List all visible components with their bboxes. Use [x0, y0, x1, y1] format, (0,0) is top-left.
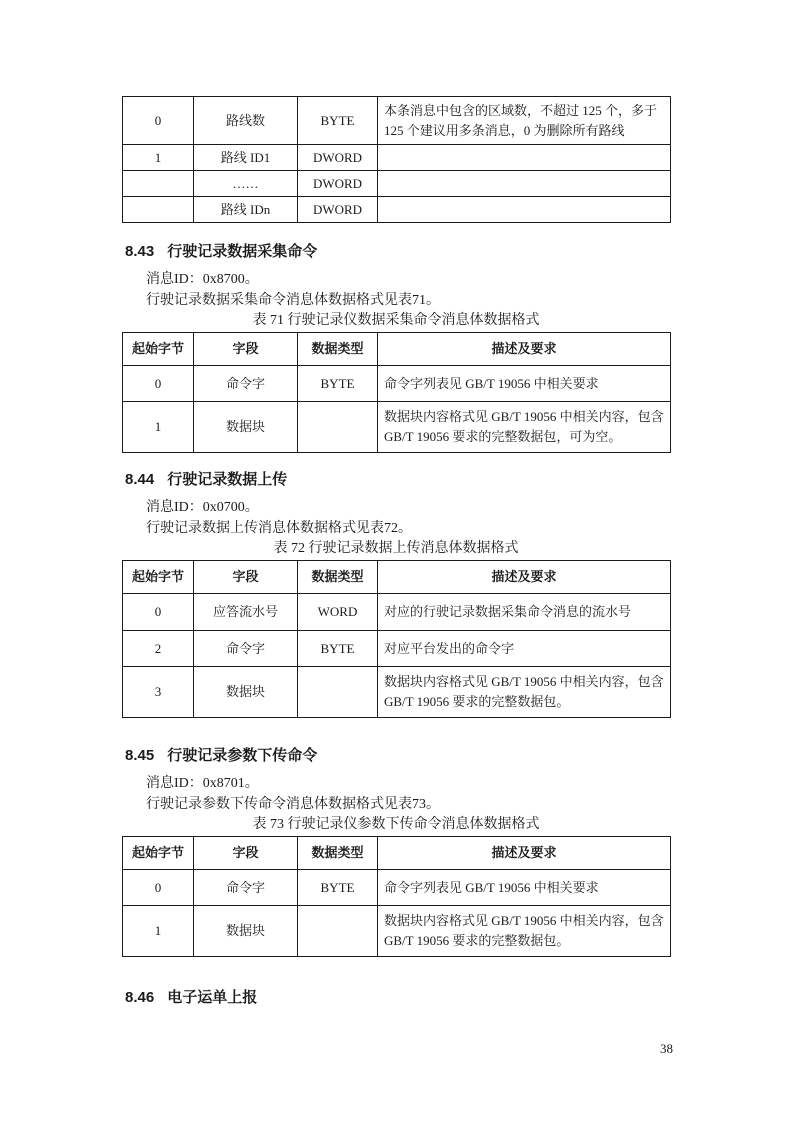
table-cell-start-byte: 0: [123, 366, 194, 402]
table-cell-start-byte: 3: [123, 667, 194, 718]
section-heading: [125, 244, 794, 260]
table-row: [123, 631, 671, 667]
message-id-line: 消息ID：0x8700。: [146, 272, 259, 287]
section-title: 电子运单上报: [167, 989, 258, 1006]
table-cell-description: [378, 171, 671, 197]
message-id-line: 消息ID：0x8701。: [146, 776, 259, 791]
header-cell-start-byte: 起始字节: [123, 561, 194, 594]
table-cell-field: 命令字: [194, 366, 298, 402]
header-cell-description: 描述及要求: [378, 561, 671, 594]
table-reference-line: 行驶记录数据采集命令消息体数据格式见表71。: [146, 293, 440, 308]
message-id-line: 消息ID：0x0700。: [146, 500, 259, 515]
page-number: 38: [660, 1041, 673, 1056]
table-reference-line: 行驶记录参数下传命令消息体数据格式见表73。: [146, 797, 440, 812]
section-8-46: [0, 990, 794, 1006]
table-reference-line: 行驶记录数据上传消息体数据格式见表72。: [146, 521, 412, 536]
table-row: [123, 366, 671, 402]
table-cell-data-type: DWORD: [298, 145, 378, 171]
table-cell-description: 命令字列表见 GB/T 19056 中相关要求: [378, 870, 671, 906]
header-cell-data-type: 数据类型: [298, 333, 378, 366]
table-cell-field: 命令字: [194, 631, 298, 667]
table-cell-field: 应答流水号: [194, 594, 298, 631]
table-cell-data-type: [298, 402, 378, 453]
header-cell-description: 描述及要求: [378, 333, 671, 366]
table-cell-description: [378, 197, 671, 223]
table-cell-description: 数据块内容格式见 GB/T 19056 中相关内容，包含 GB/T 19056 要求的完整数据包。: [378, 667, 671, 718]
table-row: [123, 906, 671, 957]
table-cell-field: 路线 ID1: [194, 145, 298, 171]
table-cell-data-type: BYTE: [298, 366, 378, 402]
header-cell-start-byte: 起始字节: [123, 333, 194, 366]
section-number: 8.45: [125, 747, 155, 764]
table-caption: 表 71 行驶记录仪数据采集命令消息体数据格式: [252, 313, 540, 328]
table-cell-description: 对应平台发出的命令字: [378, 631, 671, 667]
header-cell-field: 字段: [194, 837, 298, 870]
table-cell-description: 数据块内容格式见 GB/T 19056 中相关内容，包含 GB/T 19056 要求的完整数据包，可为空。: [378, 402, 671, 453]
table-row: [123, 171, 671, 197]
section-heading: [125, 472, 794, 488]
table-cell-data-type: BYTE: [298, 870, 378, 906]
section-title: 行驶记录数据采集命令: [167, 243, 318, 260]
table-row: [123, 667, 671, 718]
section-8-44: [0, 472, 794, 718]
table-cell-start-byte: 1: [123, 906, 194, 957]
table-cell-field: 数据块: [194, 402, 298, 453]
table-caption: 表 73 行驶记录仪参数下传命令消息体数据格式: [252, 817, 540, 832]
table-cell-field: 路线数: [194, 97, 298, 145]
table-72: [122, 560, 671, 718]
section-8-45: [0, 748, 794, 957]
section-number: 8.44: [125, 471, 155, 488]
table-header-row: [123, 561, 671, 594]
section-heading: [125, 990, 794, 1006]
table-row: [123, 97, 671, 145]
table-cell-data-type: BYTE: [298, 97, 378, 145]
table-cell-field: 数据块: [194, 906, 298, 957]
table-row: [123, 594, 671, 631]
header-cell-data-type: 数据类型: [298, 561, 378, 594]
section-title: 行驶记录参数下传命令: [167, 747, 318, 764]
table-cell-data-type: [298, 906, 378, 957]
table-cell-field: 数据块: [194, 667, 298, 718]
table-cell-start-byte: 0: [123, 97, 194, 145]
header-cell-field: 字段: [194, 333, 298, 366]
table-cell-data-type: WORD: [298, 594, 378, 631]
section-title: 行驶记录数据上传: [167, 471, 288, 488]
table-header-row: [123, 333, 671, 366]
table-row: [123, 402, 671, 453]
section-number: 8.46: [125, 989, 155, 1006]
table-header-row: [123, 837, 671, 870]
table-cell-start-byte: 2: [123, 631, 194, 667]
table-71: [122, 332, 671, 453]
header-cell-description: 描述及要求: [378, 837, 671, 870]
table-row: [123, 145, 671, 171]
table-cell-data-type: DWORD: [298, 171, 378, 197]
table-cell-description: 本条消息中包含的区域数，不超过 125 个，多于 125 个建议用多条消息，0 为删除所有路线: [378, 97, 671, 145]
table-cell-start-byte: 0: [123, 870, 194, 906]
table-cell-start-byte: 0: [123, 594, 194, 631]
table-cell-data-type: BYTE: [298, 631, 378, 667]
header-cell-data-type: 数据类型: [298, 837, 378, 870]
section-8-43: [0, 244, 794, 453]
header-cell-field: 字段: [194, 561, 298, 594]
table-cell-description: 数据块内容格式见 GB/T 19056 中相关内容，包含 GB/T 19056 要求的完整数据包。: [378, 906, 671, 957]
table-cell-field: ……: [194, 171, 298, 197]
table-cell-start-byte: [123, 171, 194, 197]
table-cell-field: 路线 IDn: [194, 197, 298, 223]
route-id-continuation-table: [122, 96, 671, 223]
table-cell-start-byte: [123, 197, 194, 223]
table-caption: 表 72 行驶记录数据上传消息体数据格式: [273, 541, 519, 556]
table-cell-field: 命令字: [194, 870, 298, 906]
table-row: [123, 197, 671, 223]
table-cell-start-byte: 1: [123, 145, 194, 171]
header-cell-start-byte: 起始字节: [123, 837, 194, 870]
table-cell-data-type: DWORD: [298, 197, 378, 223]
table-cell-description: 对应的行驶记录数据采集命令消息的流水号: [378, 594, 671, 631]
table-row: [123, 870, 671, 906]
table-cell-data-type: [298, 667, 378, 718]
table-cell-start-byte: 1: [123, 402, 194, 453]
table-cell-description: 命令字列表见 GB/T 19056 中相关要求: [378, 366, 671, 402]
section-number: 8.43: [125, 243, 155, 260]
table-73: [122, 836, 671, 957]
section-heading: [125, 748, 794, 764]
table-cell-description: [378, 145, 671, 171]
